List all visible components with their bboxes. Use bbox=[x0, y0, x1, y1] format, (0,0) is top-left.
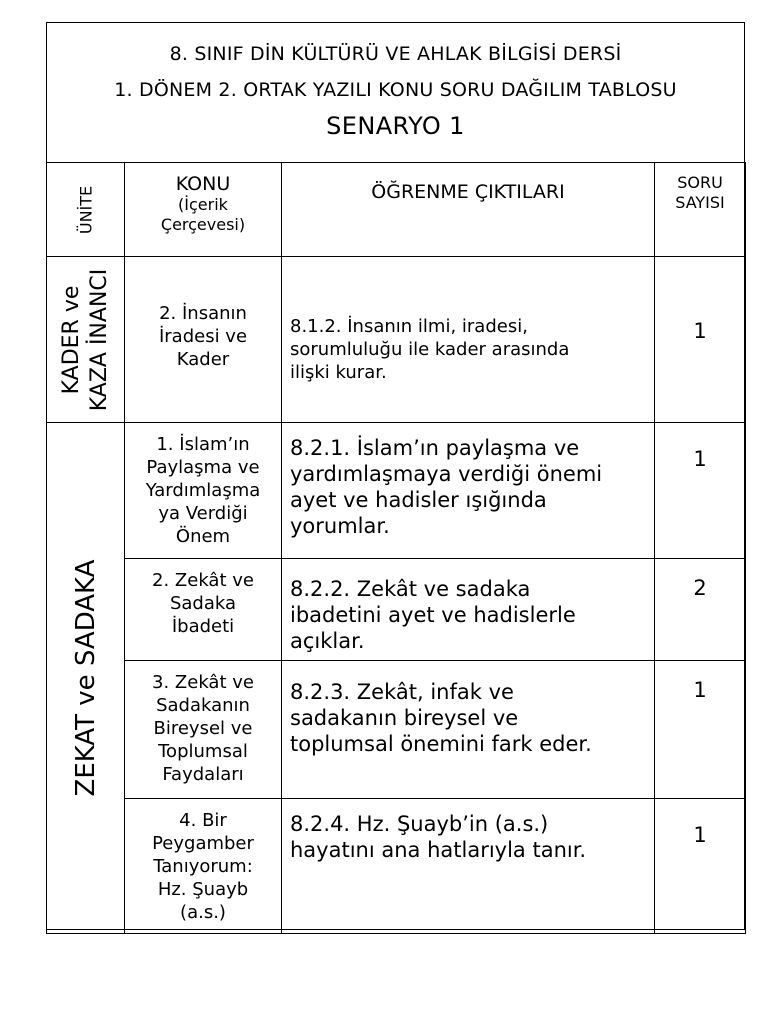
question-count: 1 bbox=[693, 822, 707, 847]
outcome-cell bbox=[282, 423, 655, 559]
outcomes-header-cell bbox=[282, 163, 655, 257]
header-scenario: SENARYO 1 bbox=[326, 112, 465, 140]
topic-header-label: KONU bbox=[175, 173, 231, 195]
topic-line: İradesi ve bbox=[158, 326, 248, 347]
table-row bbox=[47, 559, 746, 661]
table-row bbox=[47, 798, 746, 933]
outcome-cell bbox=[282, 257, 655, 423]
question-count: 1 bbox=[693, 447, 707, 471]
unit-label-kader bbox=[58, 268, 114, 411]
topic-cell bbox=[125, 559, 282, 661]
topic-cell bbox=[125, 798, 282, 933]
header-course-title: 8. SINIF DİN KÜLTÜRÜ VE AHLAK BİLGİSİ DERSİ bbox=[169, 43, 622, 65]
count-header-cell bbox=[655, 163, 746, 257]
outcome-line: 8.2.4. Hz. Şuayb’in (a.s.) bbox=[290, 811, 549, 836]
topic-line: (a.s.) bbox=[180, 901, 226, 923]
topic-header-sub1: (İçerik bbox=[178, 195, 228, 214]
outcome-cell bbox=[282, 661, 655, 798]
topic-line: Paylaşma ve bbox=[146, 457, 260, 478]
topic-cell bbox=[125, 257, 282, 423]
count-header-label1: SORU bbox=[677, 173, 723, 192]
table-row bbox=[47, 661, 746, 798]
outcome-line: 8.2.3. Zekât, infak ve bbox=[290, 680, 514, 705]
topic-line: Sadaka bbox=[169, 593, 237, 615]
topic-line: ya Verdiği bbox=[158, 503, 248, 524]
outcome-line: hayatını ana hatlarıyla tanır. bbox=[290, 837, 587, 862]
unit-cell-zekat bbox=[47, 423, 125, 934]
unit-header-cell bbox=[47, 163, 125, 257]
outcome-line: 8.2.2. Zekât ve sadaka bbox=[290, 577, 531, 602]
topic-line: Tanıyorum: bbox=[153, 855, 253, 877]
count-cell bbox=[655, 257, 746, 423]
unit-label-zekat: ZEKAT ve SADAKA bbox=[70, 559, 101, 797]
count-cell bbox=[655, 661, 746, 798]
topic-line: Önem bbox=[175, 526, 231, 547]
document-page bbox=[46, 22, 745, 930]
table-header-row bbox=[47, 163, 746, 257]
topic-line: 2. Zekât ve bbox=[152, 570, 254, 592]
topic-line: Toplumsal bbox=[158, 741, 248, 763]
outcome-line: açıklar. bbox=[290, 629, 365, 654]
unit-label-line2: KAZA İNANCI bbox=[86, 268, 112, 411]
topic-line: Faydaları bbox=[162, 764, 244, 786]
topic-line: Kader bbox=[176, 349, 230, 370]
outcome-line: ibadetini ayet ve hadislerle bbox=[290, 603, 576, 628]
outcome-line: ilişki kurar. bbox=[290, 362, 387, 383]
table-row bbox=[47, 423, 746, 559]
document-header bbox=[47, 23, 744, 163]
outcome-line: sorumluluğu ile kader arasında bbox=[290, 339, 570, 360]
topic-header-sub2: Çerçevesi) bbox=[160, 215, 246, 234]
outcome-line: yardımlaşmaya verdiği önemi bbox=[290, 462, 603, 486]
topic-line: Yardımlaşma bbox=[145, 480, 261, 501]
topic-line: Peygamber bbox=[152, 832, 254, 854]
question-count: 2 bbox=[693, 576, 707, 601]
outcome-cell bbox=[282, 559, 655, 661]
topic-line: İbadeti bbox=[171, 616, 235, 638]
topic-cell bbox=[125, 423, 282, 559]
topic-cell bbox=[125, 661, 282, 798]
count-header-label2: SAYISI bbox=[675, 193, 725, 212]
unit-header-label: ÜNİTE bbox=[76, 185, 95, 234]
topic-line: 1. İslam’ın bbox=[156, 434, 250, 455]
count-cell bbox=[655, 559, 746, 661]
unit-cell-kader bbox=[47, 257, 125, 423]
header-table-title: 1. DÖNEM 2. ORTAK YAZILI KONU SORU DAĞILIM TABLOSU bbox=[114, 79, 677, 101]
outcome-cell bbox=[282, 798, 655, 933]
question-count: 1 bbox=[693, 678, 707, 703]
question-count: 1 bbox=[693, 319, 707, 343]
outcome-line: ayet ve hadisler ışığında bbox=[290, 488, 547, 512]
topic-line: Hz. Şuayb bbox=[157, 878, 249, 900]
topic-line: 3. Zekât ve bbox=[152, 672, 254, 694]
unit-label-line1: KADER ve bbox=[58, 285, 84, 394]
topic-line: Sadakanın bbox=[156, 695, 250, 717]
count-cell bbox=[655, 798, 746, 933]
topic-line: Bireysel ve bbox=[153, 718, 253, 740]
topic-line: 4. Bir bbox=[179, 809, 227, 831]
outcome-line: sadakanın bireysel ve bbox=[290, 706, 519, 731]
outcome-line: 8.2.1. İslam’ın paylaşma ve bbox=[290, 436, 580, 460]
outcome-line: 8.1.2. İnsanın ilmi, iradesi, bbox=[290, 316, 528, 337]
distribution-table bbox=[46, 162, 746, 934]
outcome-line: toplumsal önemini fark eder. bbox=[290, 732, 592, 757]
count-cell bbox=[655, 423, 746, 559]
table-row bbox=[47, 257, 746, 423]
topic-line: 2. İnsanın bbox=[159, 303, 247, 324]
outcome-line: yorumlar. bbox=[290, 514, 390, 538]
outcomes-header-label: ÖĞRENME ÇIKTILARI bbox=[371, 181, 565, 203]
topic-header-cell bbox=[125, 163, 282, 257]
